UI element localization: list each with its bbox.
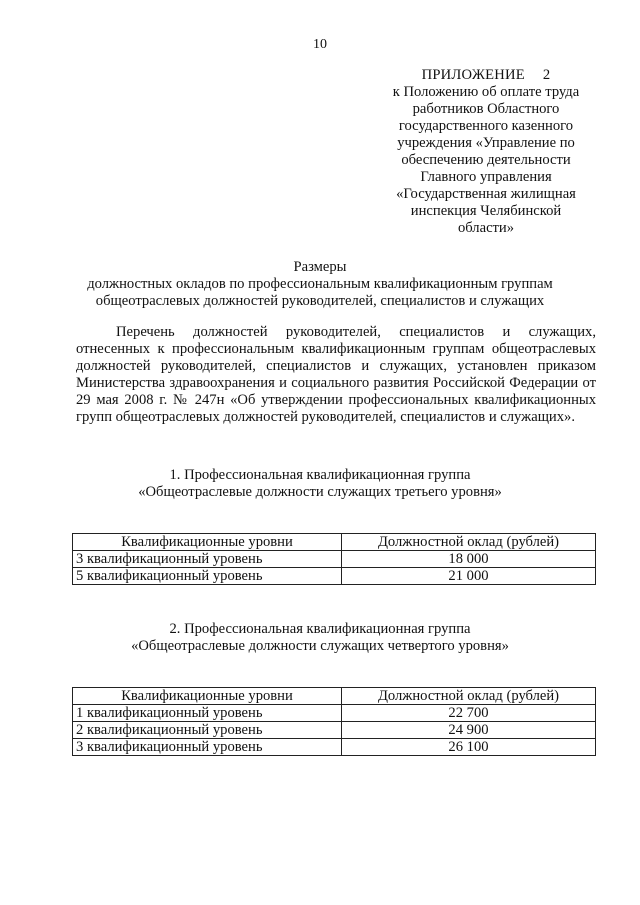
appendix-number: 2	[542, 67, 551, 83]
table-row	[73, 739, 596, 756]
appendix-line: работников Областного	[412, 101, 560, 117]
table-row	[73, 551, 596, 568]
appendix-line: области»	[457, 220, 515, 236]
table-row	[73, 722, 596, 739]
table-header-row	[73, 688, 596, 705]
document-heading	[0, 259, 640, 310]
level-cell: 5 квалификационный уровень	[73, 568, 342, 585]
document-heading-line: Размеры	[293, 259, 347, 275]
appendix-line: учреждения «Управление по	[397, 135, 575, 151]
intro-paragraph: Перечень должностей руководителей, специалистов и служащих, отнесенных к профессиональным квалификационным группам общеотраслевых должностей руководителей, специалистов и служащих, установлен приказом Министерства здравоохранения и социального развития Российской Федерации от 29 мая 2008 г. № 247н «Об утверждении профессиональных квалификационных групп общеотраслевых должностей руководителей, специалистов и служащих».	[76, 324, 596, 425]
level-cell: 3 квалификационный уровень	[73, 739, 342, 756]
appendix-title-text: ПРИЛОЖЕНИЕ	[421, 67, 525, 83]
appendix-line: инспекция Челябинской	[410, 203, 562, 219]
level-cell: 3 квалификационный уровень	[73, 551, 342, 568]
appendix-line: Главного управления	[420, 169, 552, 185]
appendix-title	[376, 67, 596, 84]
group-2-salary-table	[72, 687, 596, 756]
appendix-line: «Государственная жилищная	[396, 186, 576, 202]
column-header-level: Квалификационные уровни	[73, 534, 342, 551]
salary-cell: 24 900	[342, 722, 596, 739]
appendix-block	[376, 67, 596, 237]
column-header-salary: Должностной оклад (рублей)	[342, 534, 596, 551]
salary-cell: 18 000	[342, 551, 596, 568]
salary-cell: 22 700	[342, 705, 596, 722]
group-heading-line: 1. Профессиональная квалификационная группа	[169, 467, 471, 483]
table-header-row	[73, 534, 596, 551]
group-heading-line: «Общеотраслевые должности служащих четвертого уровня»	[131, 638, 509, 654]
page-number: 10	[313, 37, 327, 52]
salary-cell: 21 000	[342, 568, 596, 585]
table-row	[73, 568, 596, 585]
document-heading-line: должностных окладов по профессиональным квалификационным группам	[87, 276, 553, 292]
group-1-heading	[0, 467, 640, 501]
appendix-line: к Положению об оплате труда	[392, 84, 580, 100]
group-1-salary-table	[72, 533, 596, 585]
column-header-level: Квалификационные уровни	[73, 688, 342, 705]
document-heading-line: общеотраслевых должностей руководителей, специалистов и служащих	[95, 293, 545, 309]
appendix-line: обеспечению деятельности	[401, 152, 571, 168]
level-cell: 1 квалификационный уровень	[73, 705, 342, 722]
group-heading-line: 2. Профессиональная квалификационная группа	[169, 621, 471, 637]
group-2-heading	[0, 621, 640, 655]
salary-cell: 26 100	[342, 739, 596, 756]
appendix-line: государственного казенного	[398, 118, 574, 134]
level-cell: 2 квалификационный уровень	[73, 722, 342, 739]
column-header-salary: Должностной оклад (рублей)	[342, 688, 596, 705]
group-heading-line: «Общеотраслевые должности служащих третьего уровня»	[138, 484, 502, 500]
table-row	[73, 705, 596, 722]
